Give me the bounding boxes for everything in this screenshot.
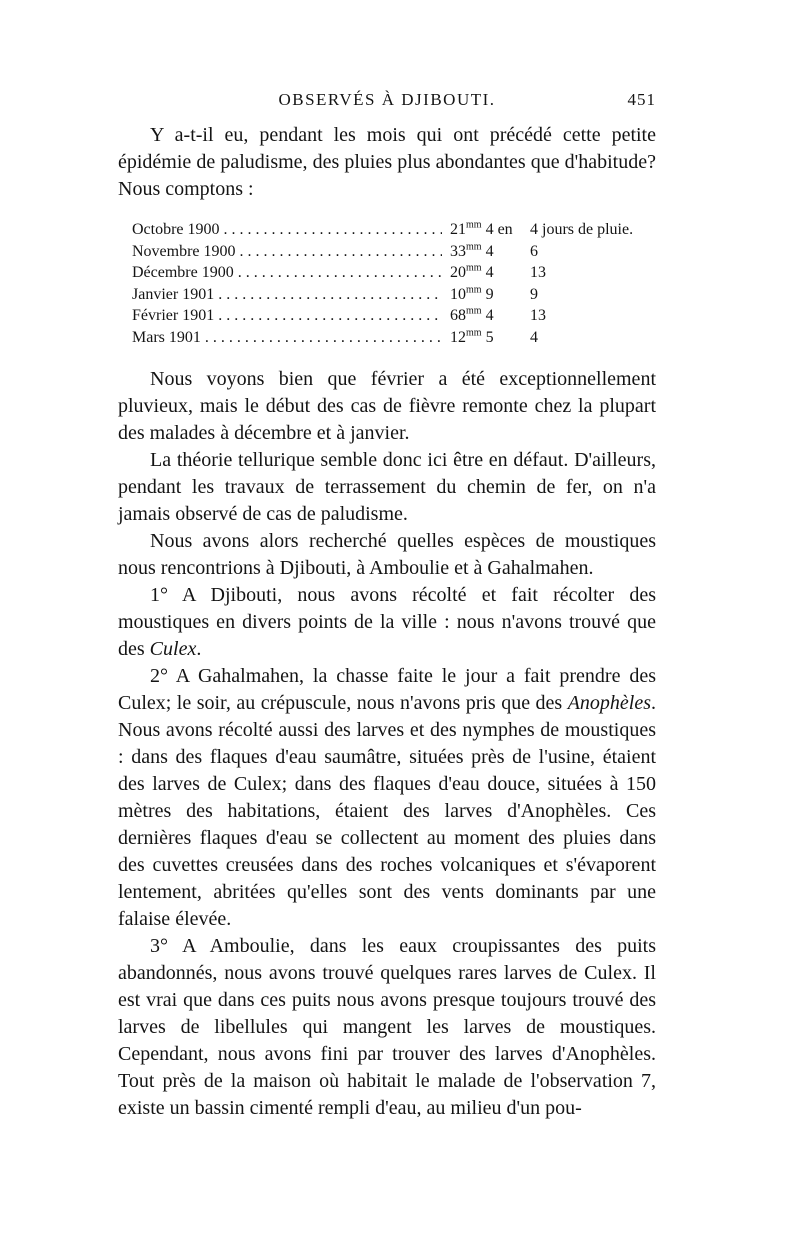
text-run: . Nous avons récolté aussi des larves et des nymphes de moustiques : dans des flaques d'eau saumâtre, situées près de l'usine, étaient des larves de Culex; dans des flaques d'eau douce, situées à 150 mètres des habitations, étaient des larves d'Anophèles. Ces dernières flaques d'eau se collectent au moment des pluies dans des cuvettes creusées dans des roches volcaniques et s'évaporent lentement, abritées qu'elles sont des vents dominants par une falaise élevée.	[118, 692, 656, 930]
amount-value: 68	[450, 307, 466, 324]
amount-value: 20	[450, 264, 466, 281]
amount-unit: mm	[466, 305, 482, 317]
amount-fraction: 4	[481, 242, 494, 260]
paragraph-gahalmahen	[118, 663, 656, 933]
amount-fraction: 5	[481, 328, 494, 346]
text-run: 1° A Djibouti, nous avons récolté et fait récolter des moustiques en divers points de la ville : nous n'avons trouvé que des	[118, 584, 656, 660]
amount-cell	[442, 327, 530, 349]
amount-cell	[442, 241, 530, 263]
amount-cell	[442, 262, 530, 284]
running-head: OBSERVÉS À DJIBOUTI.	[278, 90, 496, 109]
amount-unit: mm	[466, 262, 482, 274]
rainfall-row	[132, 305, 662, 327]
amount-unit: mm	[466, 219, 482, 231]
month-cell: Mars 1901 . . .	[132, 327, 442, 349]
amount-unit: mm	[466, 284, 482, 296]
days-cell: 9	[530, 285, 538, 303]
amount-value: 33	[450, 242, 466, 260]
paragraph-amboulie: 3° A Amboulie, dans les eaux croupissantes des puits abandonnés, nous avons trouvé quelques rares larves de Culex. Il est vrai que dans ces puits nous avons presque toujours trouvé des larves de libellules qui mangent les larves de moustiques. Cependant, nous avons fini par trouver des larves d'Anophèles. Tout près de la maison où habitait le malade de l'observation 7, existe un bassin cimenté rempli d'eau, au milieu d'un pou-	[118, 935, 656, 1119]
paragraph: Nous avons alors recherché quelles espèces de moustiques nous rencontrions à Djibouti, à Amboulie et à Gahalmahen.	[118, 530, 656, 579]
amount-value: 12	[450, 328, 466, 346]
text-run: .	[196, 638, 202, 660]
italic-term: Culex	[149, 638, 197, 660]
rainfall-row	[132, 241, 662, 263]
month-cell: Décembre 1900 . . .	[132, 262, 442, 284]
paragraph: Nous voyons bien que février a été exceptionnellement pluvieux, mais le début des cas de fièvre remonte chez la plupart des malades à décembre et à janvier.	[118, 368, 656, 444]
rainfall-row	[132, 284, 662, 306]
rainfall-row	[132, 219, 662, 241]
amount-fraction: 9	[481, 285, 494, 303]
rainfall-row	[132, 327, 662, 349]
month-cell: Octobre 1900 . . .	[132, 219, 442, 241]
amount-fraction: 4	[481, 307, 494, 324]
days-cell: 13	[530, 307, 546, 324]
intro-paragraph: Y a-t-il eu, pendant les mois qui ont précédé cette petite épidémie de paludisme, des pluies plus abondantes que d'habitude? Nous comptons :	[118, 124, 656, 200]
page-number: 451	[627, 90, 656, 109]
amount-unit: mm	[466, 241, 482, 253]
amount-cell	[442, 305, 530, 327]
paragraph-djibouti	[118, 582, 656, 663]
days-cell: 6	[530, 242, 538, 260]
italic-term: Anophèles	[567, 692, 651, 714]
rainfall-row	[132, 262, 662, 284]
amount-fraction: 4 en	[481, 221, 513, 238]
days-cell: 4	[530, 328, 538, 346]
amount-fraction: 4	[481, 264, 494, 281]
paragraph: La théorie tellurique semble donc ici être en défaut. D'ailleurs, pendant les travaux de terrassement du chemin de fer, on n'a jamais observé de cas de paludisme.	[118, 449, 656, 525]
amount-value: 21	[450, 221, 466, 238]
page-body	[118, 122, 656, 1122]
amount-value: 10	[450, 285, 466, 303]
days-cell: 4 jours de pluie.	[530, 221, 634, 238]
amount-cell	[442, 219, 530, 241]
month-cell: Novembre 1900 . . .	[132, 241, 442, 263]
page-header	[118, 86, 656, 114]
days-cell: 13	[530, 264, 546, 281]
amount-cell	[442, 284, 530, 306]
amount-unit: mm	[466, 327, 482, 339]
rainfall-table	[132, 219, 662, 348]
month-cell: Janvier 1901 . . .	[132, 284, 442, 306]
month-cell: Février 1901 . . .	[132, 305, 442, 327]
text-run: 2° A Gahalmahen, la chasse faite le jour a fait prendre des Culex; le soir, au crépuscule, nous n'avons pris que des	[118, 665, 656, 714]
